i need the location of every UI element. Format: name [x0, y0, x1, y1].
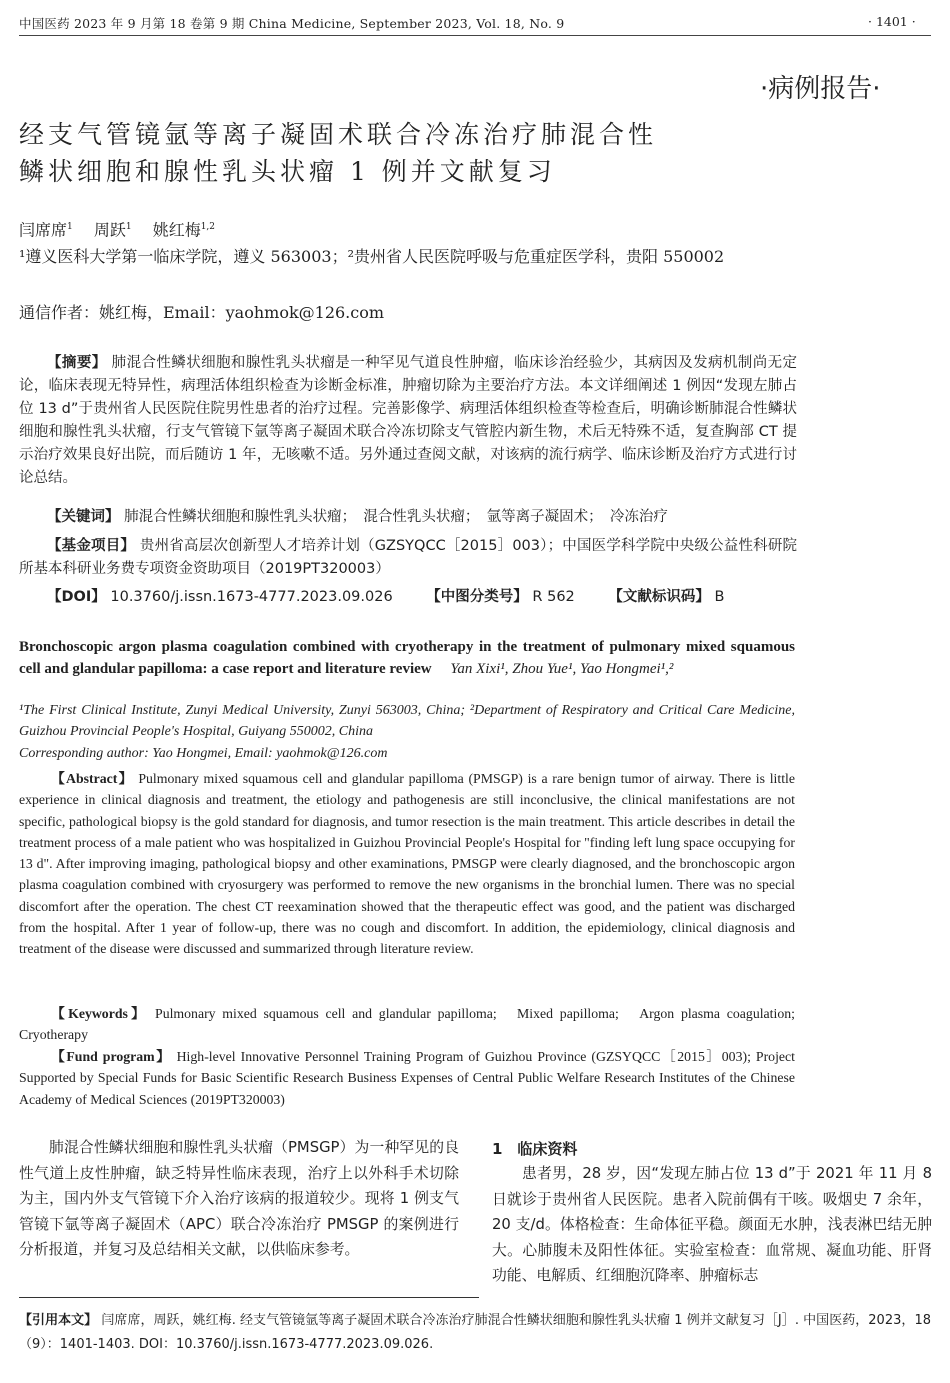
author: 周跃 — [93, 220, 126, 240]
identifiers — [19, 586, 797, 609]
case-paragraph: 患者男，28 岁，因“发现左肺占位 13 d”于 2021 年 11 月 8 日就诊于贵州省人民医院。患者入院前偶有干咳。吸烟史 7 余年，20 支/d。体格检查：生命体征平稳。颜面无水肿，浅表淋巴结无肿大。心肺腹未及阳性体征。实验室检查：血常规、凝血功能、肝肾功能、电解质、红细胞沉降率、肿瘤标志 — [492, 1165, 932, 1284]
citation — [19, 1309, 931, 1357]
fund-zh — [19, 535, 797, 581]
authors-en: Yan Xixi¹, Zhou Yue¹, Yao Hongmei¹,² — [450, 661, 674, 677]
correspondence-en: Corresponding author: Yao Hongmei, Email: yaohmok@126.com — [19, 746, 388, 761]
citation-text: 闫席席，周跃，姚红梅. 经支气管镜氩等离子凝固术联合冷冻治疗肺混合性鳞状细胞和腺性乳头状瘤 1 例并文献复习［J］. 中国医药，2023，18（9）：1401-1403. DOI：10.3760/j.issn.1673-4777.2023.09.026. — [19, 1313, 931, 1352]
section-heading: 1 临床资料 — [492, 1140, 578, 1158]
keywords-zh-text: 肺混合性鳞状细胞和腺性乳头状瘤； 混合性乳头状瘤； 氩等离子凝固术； 冷冻治疗 — [124, 509, 668, 525]
keywords-zh-label: 【关键词】 — [47, 509, 120, 525]
doi-value: 10.3760/j.issn.1673-4777.2023.09.026 — [110, 589, 393, 605]
abstract-zh-label: 【摘要】 — [47, 355, 107, 371]
title-en — [19, 636, 795, 680]
keywords-en-label: 【Keywords】 — [51, 1006, 149, 1021]
abstract-en-text: Pulmonary mixed squamous cell and glandular papilloma (PMSGP) is a rare benign tumor of airway. There is little experience in clinical diagnosis and treatment, the etiology and pathogenesis are still inconclusive, the clinical manifestations are not specific, pathological biopsy is the gold standard for diagnosis, and tumor resection is the main treatment. This article describes in detail the treatment process of a male patient who was hospitalized in Guizhou Provincial People's Hospital for "finding left lung space occupying for 13 d". After improving imaging, pathological biopsy and other examinations, PMSGP were clearly diagnosed, and the bronchoscopic argon plasma coagulation combined with cryosurgery was performed to remove the new organisms in the bronchial lumen. There was no special discomfort after the operation. The chest CT reexamination showed that the therapeutic effect was good, and the patient was discharged from the hospital. After 1 year of follow-up, there was no cough and discomfort. In addition, the epidemiology, clinical diagnosis and treatment of the disease were discussed and summarized through literature review. — [19, 771, 795, 957]
title-zh-line1: 经支气管镜氩等离子凝固术联合冷冻治疗肺混合性 — [19, 120, 658, 149]
code-label: 【文献标识码】 — [608, 589, 710, 605]
keywords-en — [19, 1003, 809, 1046]
authors-zh — [19, 214, 799, 243]
class-value: R 562 — [532, 589, 575, 605]
fund-en-text: High-level Innovative Personnel Training Program of Guizhou Province (GZSYQCC［2015］003); Project Supported by Special Funds for Basic Scientific Research Business Expenses of Central Public Welfare Research Institutes of the Chinese Academy of Medical Sciences (2019PT320003) — [19, 1049, 795, 1107]
doi-label: 【DOI】 — [47, 589, 106, 605]
title-en-text: Bronchoscopic argon plasma coagulation combined with cryotherapy in the treatment of pulmonary mixed squamous cell and glandular papilloma: a case report and literature review — [19, 639, 795, 677]
abstract-zh-text: 肺混合性鳞状细胞和腺性乳头状瘤是一种罕见气道良性肿瘤，临床诊治经验少，其病因及发病机制尚无定论，临床表现无特异性，病理活体组织检查为诊断金标准，肿瘤切除为主要治疗方法。本文详细阐述 1 例因“发现左肺占位 13 d”于贵州省人民医院住院男性患者的治疗过程。完善影像学、病理活体组织检查等检查后，明确诊断肺混合性鳞状细胞和腺性乳头状瘤，行支气管镜下氩等离子凝固术联合冷冻切除支气管腔内新生物，术后无特殊不适，复查胸部 CT 提示治疗效果良好出院，而后随访 1 年，无咳嗽不适。另外通过查阅文献，对该病的流行病学、临床诊断及治疗方式进行讨论总结。 — [19, 355, 798, 486]
keywords-en-text: Pulmonary mixed squamous cell and glandular papilloma; Mixed papilloma; Argon plasma coagulation; Cryotherapy — [19, 1006, 809, 1043]
fund-en — [19, 1046, 795, 1110]
section-label: ·病例报告· — [760, 74, 881, 104]
fund-en-label: 【Fund program】 — [51, 1049, 172, 1064]
author-sup: 1,2 — [200, 222, 216, 232]
title-zh-line2: 鳞状细胞和腺性乳头状瘤 1 例并文献复习 — [19, 157, 556, 186]
page-number: · 1401 · — [868, 14, 916, 29]
abstract-en — [19, 768, 795, 960]
affiliation-zh: ¹遵义医科大学第一临床学院，遵义 563003；²贵州省人民医院呼吸与危重症医学科，贵阳 550002 — [19, 247, 725, 266]
author: 姚红梅 — [152, 220, 201, 240]
citation-label: 【引用本文】 — [19, 1313, 98, 1328]
fund-zh-label: 【基金项目】 — [47, 538, 136, 554]
header-rule — [19, 35, 931, 36]
affiliation-en: ¹The First Clinical Institute, Zunyi Medical University, Zunyi 563003, China; ²Department of Respiratory and Critical Care Medicine, Guizhou Provincial People's Hospital, Guiyang 550002, China — [19, 703, 795, 739]
footnote-rule — [19, 1297, 479, 1298]
fund-zh-text: 贵州省高层次创新型人才培养计划（GZSYQCC［2015］003）；中国医学科学院中央级公益性科研院所基本科研业务费专项资金资助项目（2019PT320003） — [19, 538, 798, 577]
running-header: 中国医药 2023 年 9 月第 18 卷第 9 期 China Medicine, September 2023, Vol. 18, No. 9 — [19, 16, 565, 31]
author-sup: 1 — [67, 222, 73, 232]
code-value: B — [714, 589, 725, 605]
abstract-en-label: 【Abstract】 — [51, 771, 134, 786]
class-label: 【中图分类号】 — [426, 589, 528, 605]
abstract-zh — [19, 352, 797, 490]
author: 闫席席 — [19, 220, 68, 240]
intro-paragraph: 肺混合性鳞状细胞和腺性乳头状瘤（PMSGP）为一种罕见的良性气道上皮性肿瘤，缺乏特异性临床表现，治疗上以外科手术切除为主，国内外支气管镜下介入治疗该病的报道较少。现将 1 例支气管镜下氩等离子凝固术（APC）联合冷冻治疗 PMSGP 的案例进行分析报道，并复习及总结相关文献，以供临床参考。 — [19, 1139, 459, 1258]
keywords-zh — [19, 506, 797, 529]
correspondence-zh: 通信作者：姚红梅，Email：yaohmok@126.com — [19, 303, 385, 322]
author-sup: 1 — [125, 222, 132, 232]
